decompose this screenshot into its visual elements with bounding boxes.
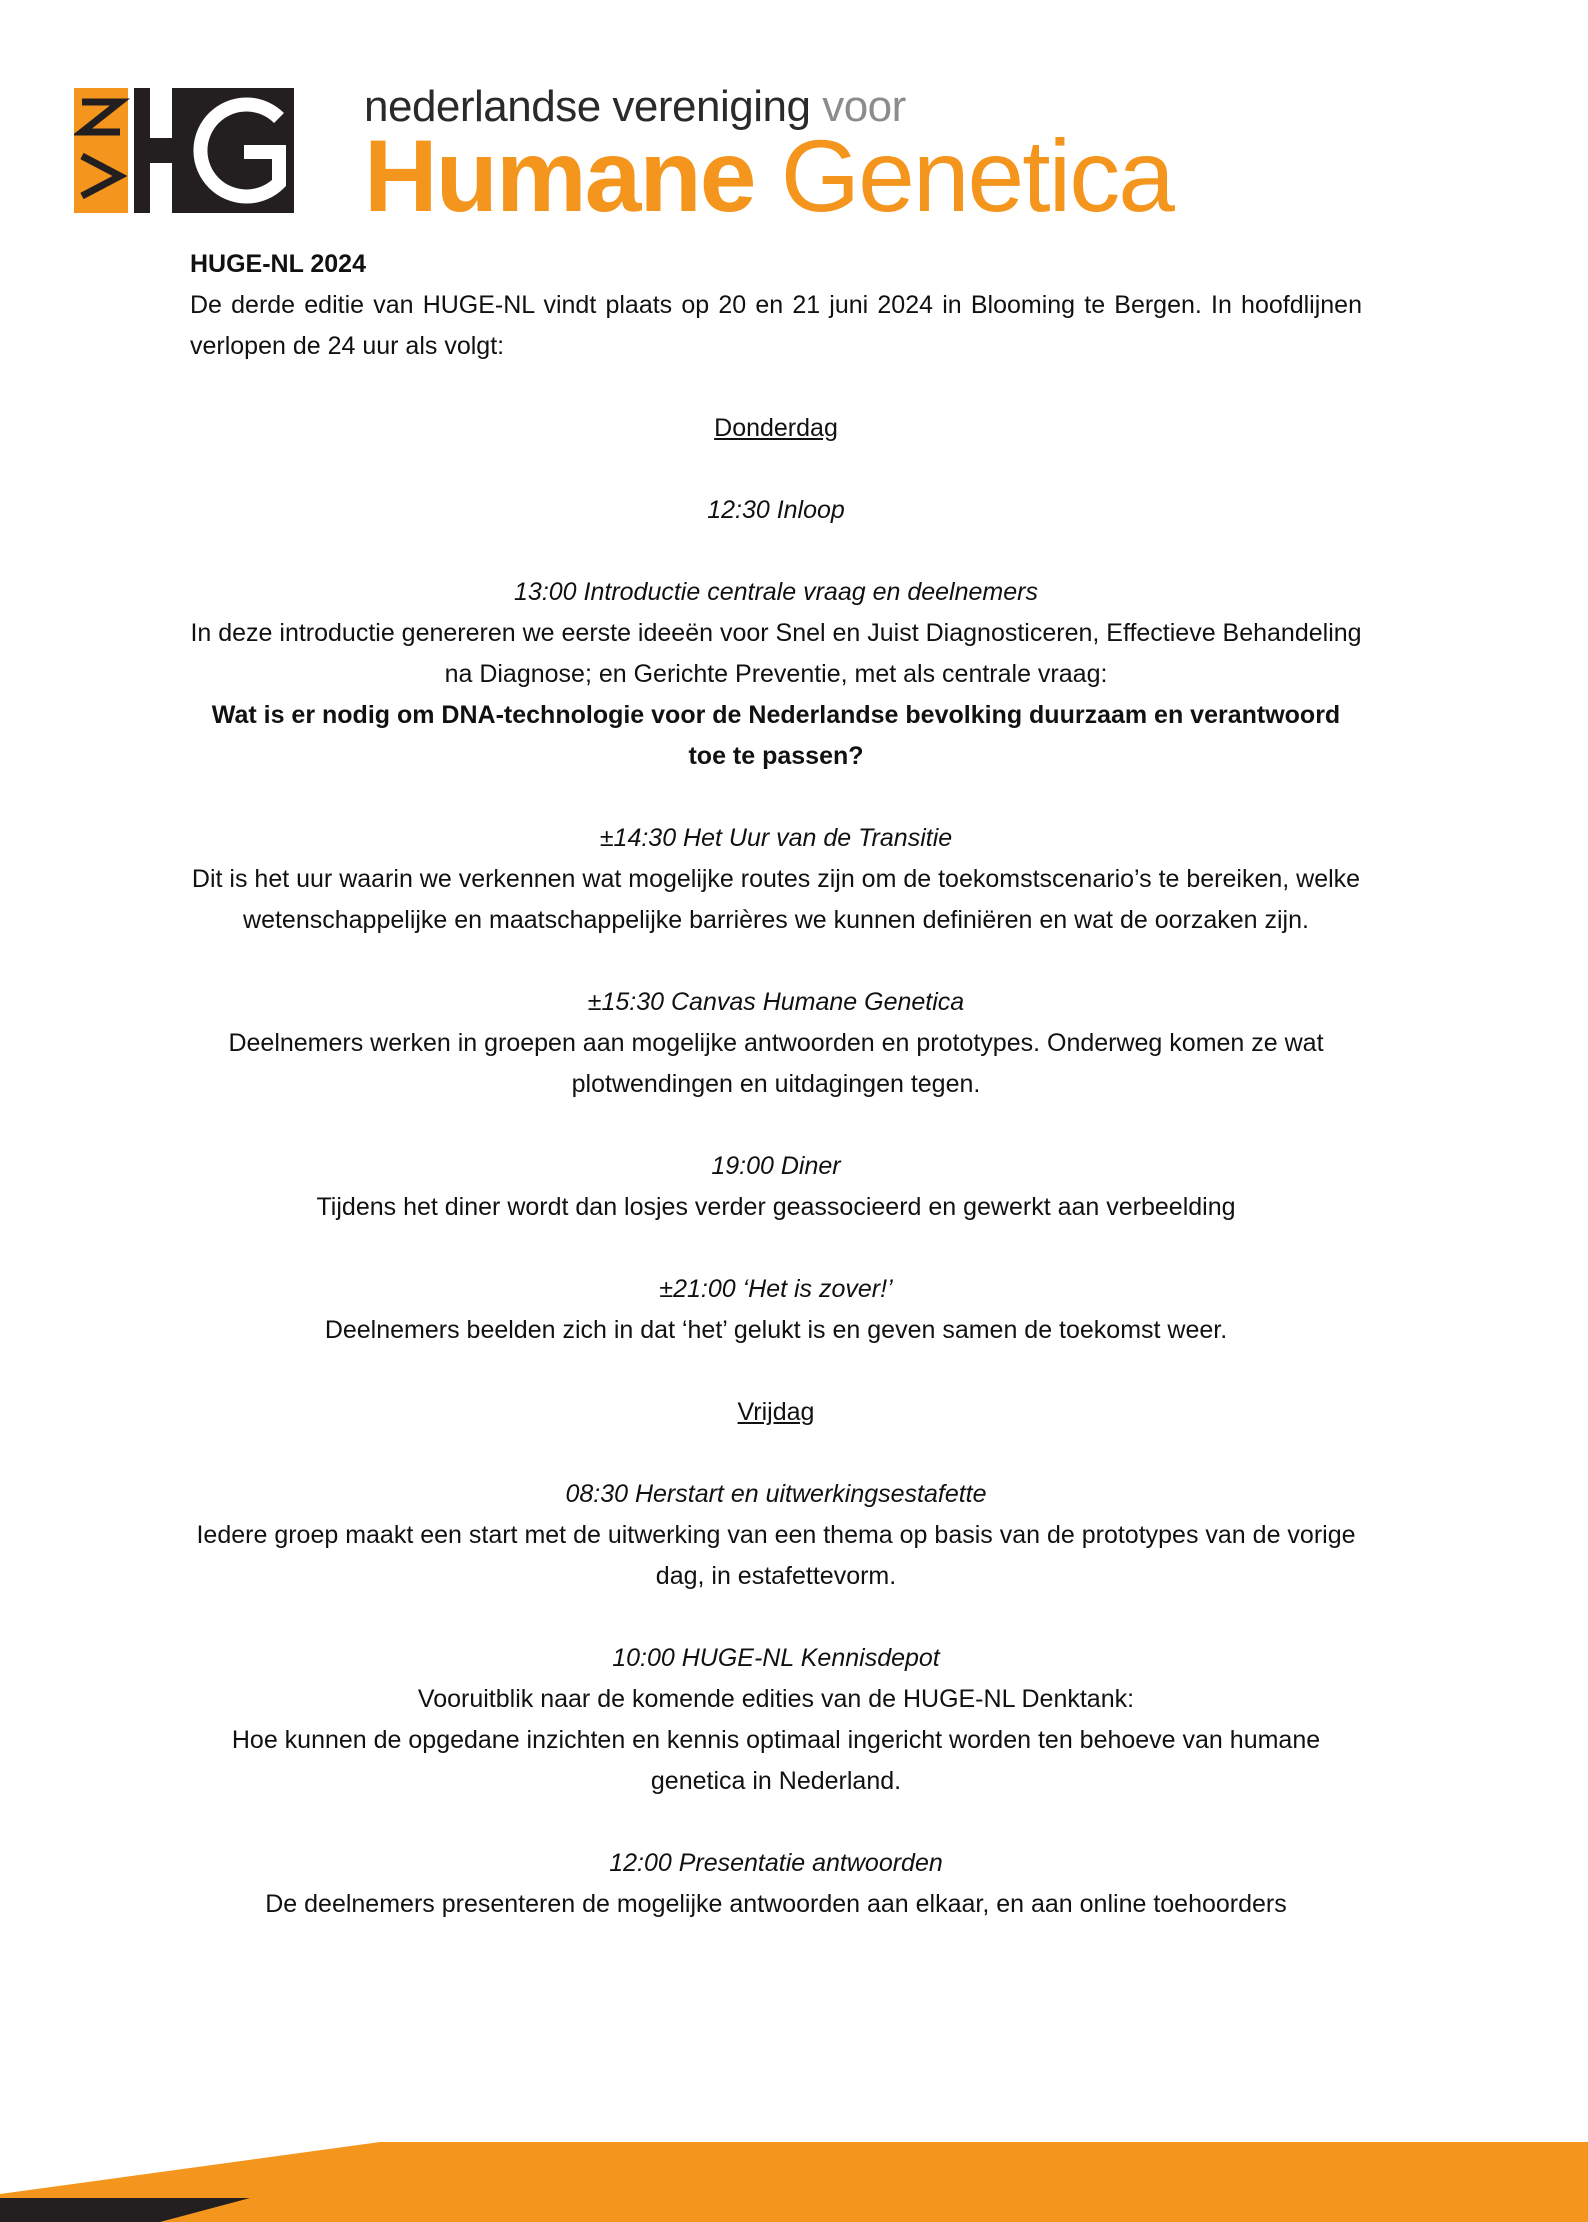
central-question: Wat is er nodig om DNA-technologie voor de Nederlandse bevolking duurzaam en verantwoord toe te passen? [211,701,1341,770]
program-description: Vooruitblik naar de komende edities van de HUGE-NL Denktank: [417,1685,1135,1713]
program-description: Tijdens het diner wordt dan losjes verder geassocieerd en gewerkt aan verbeelding [316,1193,1236,1221]
program-time: 08:30 Herstart en uitwerkingsestafette [565,1480,987,1508]
program-item [190,1843,1362,1925]
program-item [190,1146,1362,1228]
document-title: HUGE-NL 2024 [190,250,366,278]
program-description: Iedere groep maakt een start met de uitwerking van een thema op basis van de prototypes van de vorige dag, in estafettevorm. [196,1521,1356,1590]
program-item [190,1269,1362,1351]
program-description: Deelnemers werken in groepen aan mogelijke antwoorden en prototypes. Onderweg komen ze wat plotwendingen en uitdagingen tegen. [228,1029,1324,1098]
program-description: Dit is het uur waarin we verkennen wat mogelijke routes zijn om de toekomstscenario’s te bereiken, welke wetenschappelijke en maatschappelijke barrières we kunnen definiëren en wat de oorzaken zijn. [191,865,1361,934]
program-description: Hoe kunnen de opgedane inzichten en kennis optimaal ingericht worden ten behoeve van humane genetica in Nederland. [231,1726,1321,1795]
program-description: Deelnemers beelden zich in dat ‘het’ gelukt is en geven samen de toekomst weer. [324,1316,1228,1344]
program-item [190,1638,1362,1802]
org-name-title: Humane Genetica [364,119,1174,233]
footer-band [0,2142,1588,2222]
intro-paragraph: De derde editie van HUGE-NL vindt plaats op 20 en 21 juni 2024 in Blooming te Bergen. In hoofdlijnen verlopen de 24 uur als volgt: [190,291,1362,360]
program-item [190,572,1362,777]
program-item [190,490,1362,531]
program-time: 10:00 HUGE-NL Kennisdepot [612,1644,940,1672]
program-time: ±15:30 Canvas Humane Genetica [587,988,965,1016]
program-time: ±21:00 ‘Het is zover!’ [659,1275,893,1303]
program-item [190,818,1362,941]
org-name-line: nederlandse vereniging voor [364,82,906,131]
nvhg-logo [74,88,294,213]
day-heading: Vrijdag [737,1398,815,1426]
day-heading: Donderdag [714,414,838,442]
program-time: 12:30 Inloop [707,496,845,524]
program-time: 13:00 Introductie centrale vraag en deelnemers [514,578,1038,606]
program-item [190,982,1362,1105]
program-time: ±14:30 Het Uur van de Transitie [599,824,953,852]
program-item [190,1474,1362,1597]
program-description: In deze introductie genereren we eerste ideeën voor Snel en Juist Diagnosticeren, Effectieve Behandeling na Diagnose; en Gerichte Preventie, met als centrale vraag: [190,619,1362,688]
program-time: 19:00 Diner [711,1152,841,1180]
program-time: 12:00 Presentatie antwoorden [609,1849,943,1877]
document-body [190,244,1362,1925]
program-description: De deelnemers presenteren de mogelijke antwoorden aan elkaar, en aan online toehoorders [265,1890,1287,1918]
